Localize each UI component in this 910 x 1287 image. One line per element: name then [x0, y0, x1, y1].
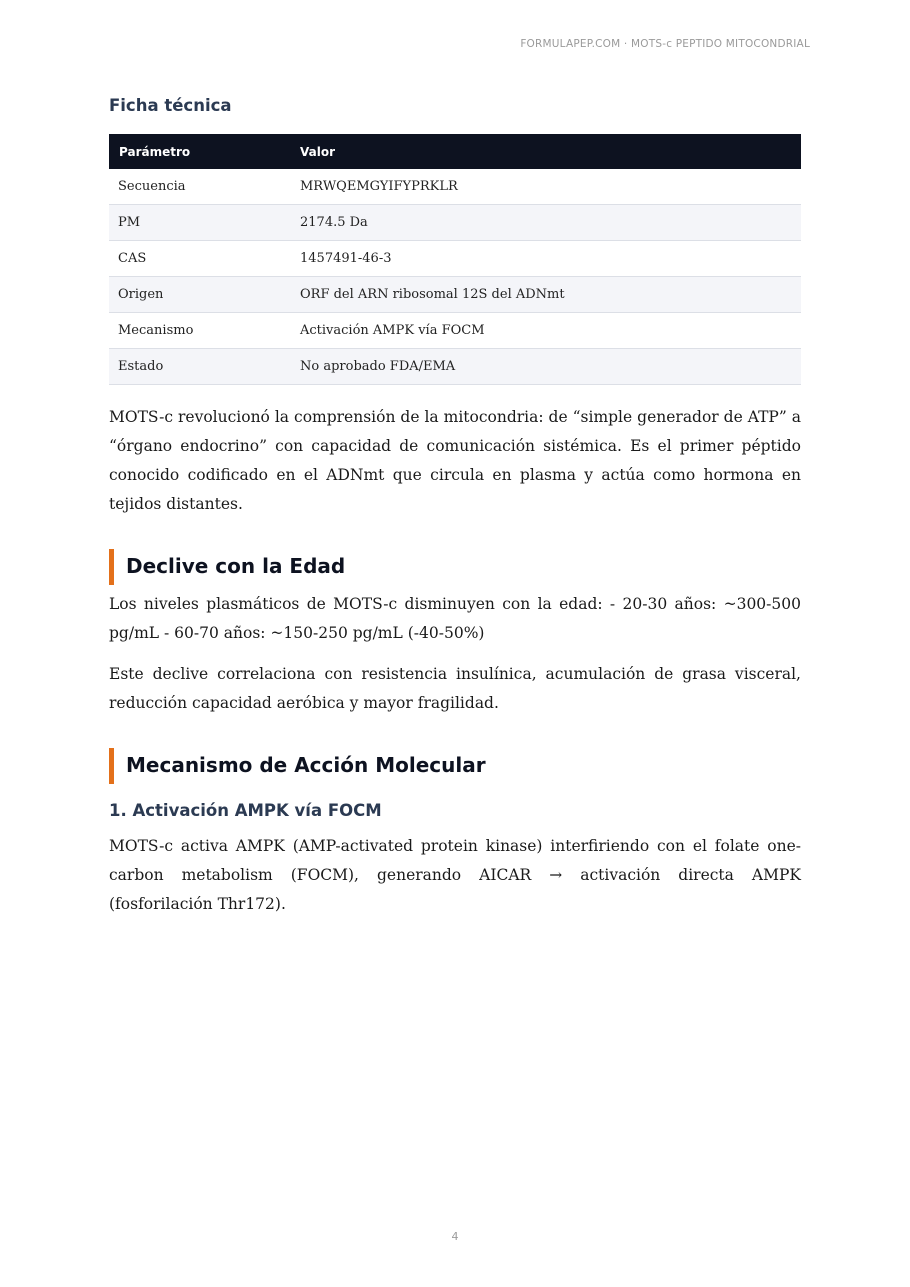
table-cell-value: No aprobado FDA/EMA [291, 349, 801, 385]
table-cell-value: ORF del ARN ribosomal 12S del ADNmt [291, 277, 801, 313]
accent-bar [109, 748, 114, 784]
column-header-parametro: Parámetro [109, 134, 291, 169]
page-number: 4 [451, 1230, 459, 1243]
table-cell-parameter: Secuencia [109, 169, 291, 205]
table-header-row [109, 134, 801, 169]
table-row [109, 277, 801, 313]
table-cell-parameter: PM [109, 205, 291, 241]
declive-paragraph-2: Este declive correlaciona con resistencia insulínica, acumulación de grasa visceral, reducción capacidad aeróbica y mayor fragilidad. [109, 665, 801, 712]
table-cell-value: 2174.5 Da [291, 205, 801, 241]
table-cell-value: Activación AMPK vía FOCM [291, 313, 801, 349]
table-row [109, 241, 801, 277]
ficha-tecnica-heading: Ficha técnica [109, 96, 232, 115]
table-row [109, 169, 801, 205]
page-content [109, 95, 801, 919]
section-heading-text: Mecanismo de Acción Molecular [126, 753, 486, 777]
section-heading-declive [109, 549, 801, 583]
table-cell-parameter: CAS [109, 241, 291, 277]
running-header: FORMULAPEP.COM · MOTS-c PEPTIDO MITOCONDRIAL [520, 38, 810, 50]
ficha-tecnica-table [109, 134, 801, 385]
table-row [109, 205, 801, 241]
table-cell-parameter: Mecanismo [109, 313, 291, 349]
intro-paragraph: MOTS-c revolucionó la comprensión de la mitocondria: de “simple generador de ATP” a “órgano endocrino” con capacidad de comunicación sistémica. Es el primer péptido conocido codificado en el ADNmt que circula en plasma y actúa como hormona en tejidos distantes. [109, 408, 801, 513]
accent-bar [109, 549, 114, 585]
table-row [109, 313, 801, 349]
table-cell-value: 1457491-46-3 [291, 241, 801, 277]
column-header-valor: Valor [291, 134, 801, 169]
table-row [109, 349, 801, 385]
section-heading-text: Declive con la Edad [126, 554, 346, 578]
declive-paragraph-1: Los niveles plasmáticos de MOTS-c disminuyen con la edad: - 20-30 años: ~300-500 pg/mL - 60-70 años: ~150-250 pg/mL (-40-50%) [109, 595, 801, 642]
table-cell-parameter: Estado [109, 349, 291, 385]
subsection-heading: 1. Activación AMPK vía FOCM [109, 801, 382, 820]
table-cell-parameter: Origen [109, 277, 291, 313]
mecanismo-paragraph: MOTS-c activa AMPK (AMP-activated protein kinase) interfiriendo con el folate one-carbon metabolism (FOCM), generando AICAR → activación directa AMPK (fosforilación Thr172). [109, 837, 801, 913]
table-cell-value: MRWQEMGYIFYPRKLR [291, 169, 801, 205]
section-heading-mecanismo [109, 748, 801, 782]
